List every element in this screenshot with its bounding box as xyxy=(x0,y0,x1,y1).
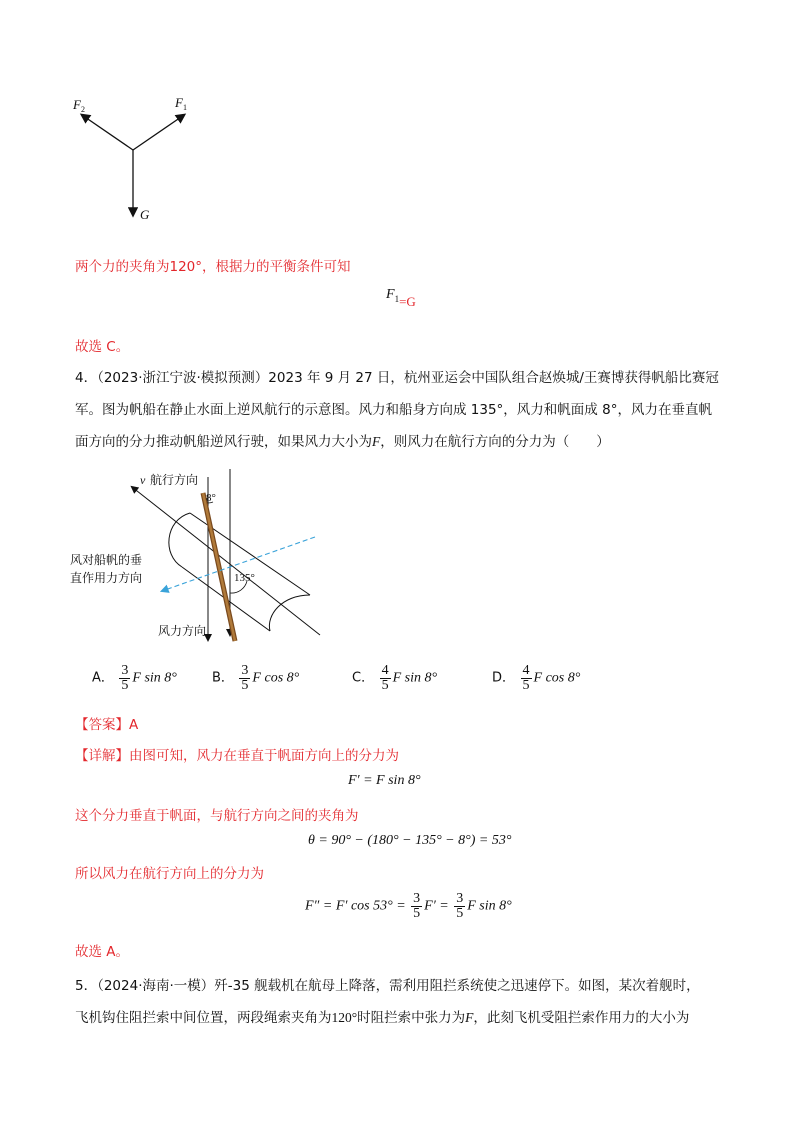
q4-detail-line1: 【详解】由图可知，风力在垂直于帆面方向上的分力为 xyxy=(75,748,399,764)
q5-line1: 5．（2024·海南·一模）歼-35 舰载机在航母上降落，需利用阻拦系统使之迅速停下。如图，某次着舰时， xyxy=(75,978,700,994)
label-perp-2: 直作用力方向 xyxy=(70,571,143,585)
heading-arrow xyxy=(132,487,320,635)
q4-detail-line3: 所以风力在航行方向上的分力为 xyxy=(75,866,264,882)
label-8deg: 8° xyxy=(206,492,216,504)
label-g: G xyxy=(140,207,150,222)
q5-line2: 飞机钩住阻拦索中间位置，两段绳索夹角为120°时阻拦索中张力为F，此刻飞机受阻拦索作用力的大小为 xyxy=(75,1010,690,1026)
label-v: v xyxy=(140,473,146,487)
label-f1: $F_1$ xyxy=(175,95,187,112)
hull-bow xyxy=(169,513,190,567)
q4-eq1: F′ = F sin 8° xyxy=(348,773,421,788)
label-135deg: 135° xyxy=(234,572,255,584)
q4-line3: 面方向的分力推动帆船逆风行驶，如果风力大小为F，则风力在航行方向的分力为（ ） xyxy=(75,434,610,450)
label-heading: 航行方向 xyxy=(150,473,199,487)
option-b[interactable]: B． $\frac{3}{5}$ F cos 8° xyxy=(212,663,300,693)
prev-solution-line1: 两个力的夹角为120°，根据力的平衡条件可知 xyxy=(75,259,351,275)
force-f1-arrow xyxy=(133,115,184,150)
sailboat-figure xyxy=(70,465,330,645)
prev-solution-equation: $F_1=G$ xyxy=(386,287,416,309)
q4-detail-line2: 这个分力垂直于帆面，与航行方向之间的夹角为 xyxy=(75,808,359,824)
label-perp-1: 风对船帆的垂 xyxy=(70,553,143,567)
label-wind: 风力方向 xyxy=(158,624,207,638)
q4-eq2: θ = 90° − (180° − 135° − 8°) = 53° xyxy=(308,833,512,848)
label-f2: $F_2$ xyxy=(73,97,85,114)
option-a[interactable]: A． $\frac{3}{5}$ F sin 8° xyxy=(92,663,177,693)
force-f2-arrow xyxy=(82,115,133,150)
option-c[interactable]: C． $\frac{4}{5}$ F sin 8° xyxy=(352,663,438,693)
force-diagram-figure xyxy=(60,85,200,225)
prev-solution-conclusion: 故选 C。 xyxy=(75,339,130,355)
q4-line1: 4．（2023·浙江宁波·模拟预测）2023 年 9 月 27 日，杭州亚运会中国队组合赵焕城/王赛博获得帆船比赛冠 xyxy=(75,370,719,386)
q4-conclusion: 故选 A。 xyxy=(75,944,130,960)
option-d[interactable]: D． $\frac{4}{5}$ F cos 8° xyxy=(492,663,581,693)
q4-eq3: F″ = F′ cos 53° = $\frac{3}{5}$ F′ = $\frac{3}{5}$ F sin 8° xyxy=(305,891,512,921)
q4-line2: 军。图为帆船在静止水面上逆风航行的示意图。风力和船身方向成 135°，风力和帆面成 8°，风力在垂直帆 xyxy=(75,402,712,418)
q4-answer: 【答案】A xyxy=(75,717,139,733)
